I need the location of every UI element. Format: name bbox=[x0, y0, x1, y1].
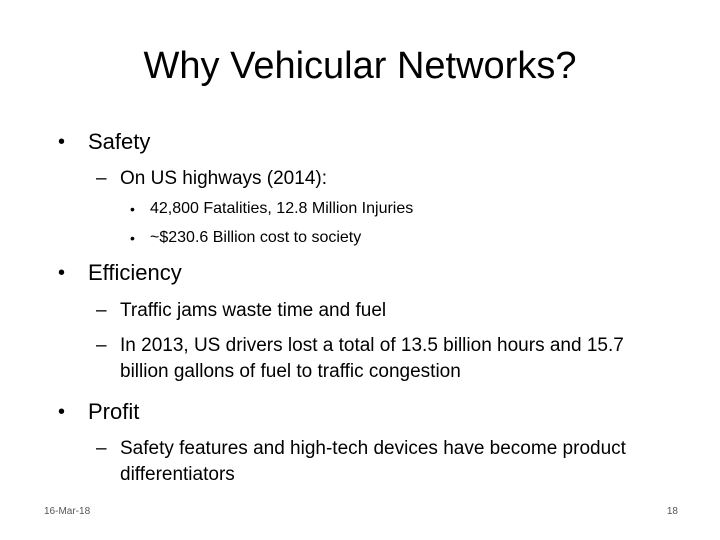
bullet-profit bbox=[58, 398, 139, 426]
sub-bullet-2013-losses bbox=[96, 333, 676, 385]
dash-marker: – bbox=[96, 438, 107, 459]
bullet-safety bbox=[58, 128, 150, 156]
bullet-dot: • bbox=[58, 401, 66, 423]
bullet-dot: • bbox=[58, 131, 66, 153]
bullet-label: Efficiency bbox=[88, 260, 182, 285]
bullet-efficiency bbox=[58, 259, 182, 287]
sub-sub-bullet-text: 42,800 Fatalities, 12.8 Million Injuries bbox=[150, 200, 414, 217]
sub-bullet-text: In 2013, US drivers lost a total of 13.5 billion hours and 15.7 billion gallons of fuel to traffic congestion bbox=[120, 335, 624, 382]
sub-sub-bullet-text: ~$230.6 Billion cost to society bbox=[150, 229, 362, 246]
bullet-dot: • bbox=[58, 262, 66, 284]
sub-bullet-traffic-jams bbox=[96, 298, 676, 324]
sub-sub-bullet-cost bbox=[130, 227, 361, 249]
sub-bullet-text: Safety features and high-tech devices have become product differentiators bbox=[120, 438, 626, 485]
dash-marker: – bbox=[96, 300, 107, 321]
bullet-label: Safety bbox=[88, 129, 151, 154]
page-number: 18 bbox=[666, 506, 678, 517]
dash-marker: – bbox=[96, 335, 107, 356]
sub-sub-bullet-fatalities bbox=[130, 198, 413, 220]
sub-bullet-us-highways bbox=[96, 166, 676, 192]
sub-bullet-differentiators bbox=[96, 436, 676, 488]
footer-date: 16-Mar-18 bbox=[44, 506, 91, 517]
dash-marker: – bbox=[96, 168, 107, 189]
bullet-label: Profit bbox=[88, 399, 140, 424]
slide-title: Why Vehicular Networks? bbox=[143, 45, 577, 87]
bullet-dot: • bbox=[130, 201, 135, 217]
sub-bullet-text: On US highways (2014): bbox=[120, 168, 327, 189]
sub-bullet-text: Traffic jams waste time and fuel bbox=[120, 300, 387, 321]
bullet-dot: • bbox=[130, 230, 135, 246]
